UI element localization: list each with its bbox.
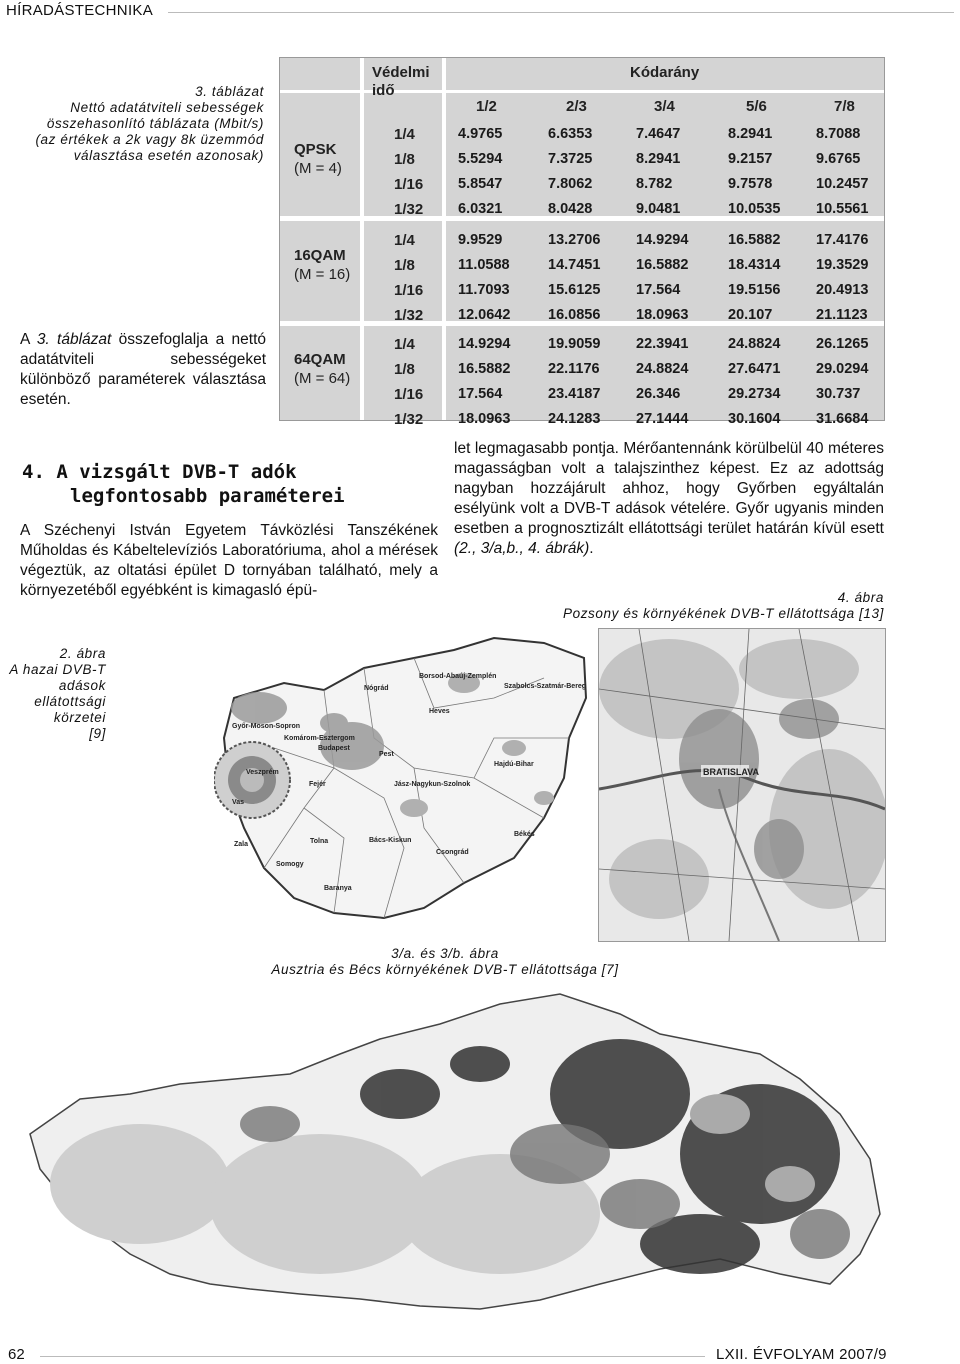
region-label: Fejér (309, 781, 326, 788)
table-cell: 20.107 (728, 307, 773, 323)
body-text-left: A Széchenyi István Egyetem Távközlési Tanszékének Műholdas és Kábeltelevíziós Laboratóriuma, ahol a mérések végeztük, az oltatási épület D tornyában található, mely a környezetéből egyébként is kimagasló épü- (20, 522, 438, 599)
table-cell: 7.4647 (636, 126, 681, 142)
region-label: Budapest (318, 745, 350, 752)
table-cell: 14.7451 (548, 257, 601, 273)
guard-interval-label: 1/8 (394, 257, 415, 274)
guard-interval-label: 1/32 (394, 307, 424, 324)
table-cell: 8.2941 (636, 151, 681, 167)
table-cell: 7.8062 (548, 176, 593, 192)
table-cell: 14.9294 (636, 232, 689, 248)
table-cell: 16.5882 (728, 232, 781, 248)
table-cell: 18.0963 (636, 307, 689, 323)
table-cell: 26.346 (636, 386, 681, 402)
table-cell: 30.737 (816, 386, 861, 402)
body-text-right: let legmagasabb pontja. Mérőantennánk körülbelül 40 méteres magasságban volt a talajszinthez képest. Ez az adottság nagyban hozzájárult ahhoz, hogy Győrben egyáltalán esélyünk volt a DVB-T adások vételére. Győr ugyanis minden esetben a prognosztizált ellátottsági terület határán kívül esett (2., 3/a,b., 4. ábrák). (454, 440, 884, 557)
figure3-number: 3/a. és 3/b. ábra (391, 946, 499, 961)
table-cell: 22.1176 (548, 361, 600, 377)
region-label: Tolna (310, 838, 329, 845)
table3-caption-line: összehasonlító táblázata (Mbit/s) (46, 116, 264, 131)
footer-rule (40, 1356, 705, 1357)
table-cell: 17.564 (458, 386, 503, 402)
region-label: Vas (232, 799, 245, 806)
figure2-caption-line: körzetei (53, 710, 106, 725)
table-cell: 5.5294 (458, 151, 503, 167)
table-cell: 10.0535 (728, 201, 781, 217)
region-label: Békés (514, 831, 535, 838)
page-number: 62 (8, 1346, 25, 1363)
volume-info: LXII. ÉVFOLYAM 2007/9 (716, 1346, 887, 1363)
region-label: Jász-Nagykun-Szolnok (394, 781, 471, 788)
table-cell: 9.7578 (728, 176, 773, 192)
region-label: Bács-Kiskun (369, 837, 412, 844)
table-cell: 31.6684 (816, 411, 869, 427)
region-label: Csongrád (436, 849, 469, 856)
region-label: Baranya (324, 885, 352, 892)
table-cell: 12.0642 (458, 307, 511, 323)
table-cell: 30.1604 (728, 411, 781, 427)
modulation-label: QPSK (M = 4) (294, 141, 342, 177)
figure2-caption-line: ellátottsági (34, 694, 106, 709)
running-title: HÍRADÁSTECHNIKA (6, 2, 154, 19)
figure2-caption-line: [9] (89, 726, 106, 741)
table-cell: 16.5882 (458, 361, 511, 377)
table-cell: 5.8547 (458, 176, 503, 192)
region-label: Veszprém (246, 769, 279, 776)
code-rate-header: Kódarány (630, 64, 700, 81)
table-cell: 15.6125 (548, 282, 601, 298)
table-cell: 22.3941 (636, 336, 689, 352)
table-cell: 8.2941 (728, 126, 773, 142)
header-rule (168, 12, 954, 13)
table-cell: 11.0588 (458, 257, 510, 273)
figure4-caption (454, 590, 884, 622)
region-label: Szabolcs-Szatmár-Bereg (504, 683, 587, 690)
table-cell: 9.0481 (636, 201, 681, 217)
region-label: Heves (429, 708, 450, 715)
region-label: Somogy (276, 861, 304, 868)
table-cell: 6.6353 (548, 126, 593, 142)
table-cell: 29.0294 (816, 361, 869, 377)
table-cell: 13.2706 (548, 232, 601, 248)
code-rate-label: 7/8 (834, 98, 855, 115)
table-cell: 19.5156 (728, 282, 781, 298)
modulation-label: 16QAM (M = 16) (294, 247, 351, 283)
table-cell: 21.1123 (816, 307, 868, 323)
figure3-caption (150, 946, 740, 978)
region-label: Borsod-Abaúj-Zemplén (419, 673, 497, 680)
figure2-caption-line: 2. ábra (59, 646, 106, 661)
guard-interval-label: 1/16 (394, 282, 424, 299)
table-cell: 20.4913 (816, 282, 869, 298)
map-city-label: BRATISLAVA (703, 767, 759, 777)
table-cell: 16.5882 (636, 257, 689, 273)
figure4-number: 4. ábra (837, 590, 884, 605)
table3-caption (0, 84, 264, 164)
guard-interval-label: 1/4 (394, 126, 415, 143)
table-cell: 19.9059 (548, 336, 601, 352)
table-cell: 29.2734 (728, 386, 781, 402)
code-rate-label: 2/3 (566, 98, 587, 115)
code-rate-label: 3/4 (654, 98, 675, 115)
guard-interval-label: 1/32 (394, 411, 424, 428)
table-cell: 16.0856 (548, 307, 601, 323)
table-cell: 27.6471 (728, 361, 781, 377)
code-rate-label: 5/6 (746, 98, 767, 115)
table-cell: 9.9529 (458, 232, 503, 248)
table-cell: 17.4176 (816, 232, 869, 248)
table-cell: 24.8824 (728, 336, 781, 352)
region-label: Nógrád (364, 685, 389, 692)
region-label: Zala (234, 841, 249, 848)
hungary-coverage-map (214, 628, 594, 928)
table3-caption-line: 3. táblázat (195, 84, 264, 99)
table-cell: 8.7088 (816, 126, 861, 142)
guard-interval-label: 1/8 (394, 361, 415, 378)
region-label: Hajdú-Bihar (494, 761, 534, 768)
table3-caption-line: Nettó adatátviteli sebességek (70, 100, 264, 115)
table-cell: 17.564 (636, 282, 681, 298)
table-cell: 4.9765 (458, 126, 503, 142)
section-heading: 4. A vizsgált DVB-T adók legfontosabb paraméterei (22, 461, 345, 507)
table-cell: 11.7093 (458, 282, 510, 298)
guard-interval-header: Védelmi idő (372, 64, 430, 99)
table-cell: 23.4187 (548, 386, 601, 402)
table-cell: 27.1444 (636, 411, 689, 427)
table-cell: 24.8824 (636, 361, 689, 377)
table-cell: 8.782 (636, 176, 673, 192)
table-cell: 8.0428 (548, 201, 593, 217)
table-reference: 3. táblázat (36, 331, 112, 348)
table-cell: 7.3725 (548, 151, 593, 167)
table-cell: 10.2457 (816, 176, 869, 192)
table-cell: 18.0963 (458, 411, 511, 427)
figure2-caption (0, 646, 106, 742)
guard-interval-label: 1/16 (394, 176, 424, 193)
table-cell: 9.6765 (816, 151, 861, 167)
figure3-title: Ausztria és Bécs környékének DVB-T ellátottsága [7] (271, 962, 619, 977)
region-label: Komárom-Esztergom (284, 735, 355, 742)
table-cell: 18.4314 (728, 257, 781, 273)
table-cell: 26.1265 (816, 336, 869, 352)
region-label: Győr-Moson-Sopron (232, 723, 301, 730)
code-rate-label: 1/2 (476, 98, 497, 115)
table-cell: 6.0321 (458, 201, 503, 217)
figure-references: (2., 3/a,b., 4. ábrák) (454, 540, 590, 557)
data-rate-table (279, 57, 885, 428)
region-label: Pest (379, 751, 394, 758)
table3-caption-line: (az értékek a 2k vagy 8k üzemmód (35, 132, 264, 147)
bratislava-coverage-map (598, 628, 886, 942)
modulation-label: 64QAM (M = 64) (294, 351, 351, 387)
guard-interval-label: 1/4 (394, 336, 415, 353)
guard-interval-label: 1/8 (394, 151, 415, 168)
figure2-caption-line: A hazai DVB-T (9, 662, 106, 677)
table-cell: 14.9294 (458, 336, 511, 352)
figure4-title: Pozsony és környékének DVB-T ellátottsága [13] (562, 606, 884, 621)
austria-coverage-map (20, 984, 884, 1320)
table-cell: 24.1283 (548, 411, 601, 427)
intro-paragraph: A 3. táblázat összefoglalja a nettó adatátviteli sebességeket különböző paraméterek választása esetén. (20, 331, 266, 408)
table3-caption-line: választása esetén azonosak) (73, 148, 264, 163)
table-cell: 9.2157 (728, 151, 773, 167)
guard-interval-label: 1/4 (394, 232, 415, 249)
table-cell: 10.5561 (816, 201, 869, 217)
guard-interval-label: 1/16 (394, 386, 424, 403)
figure2-caption-line: adások (58, 678, 106, 693)
table-cell: 19.3529 (816, 257, 869, 273)
guard-interval-label: 1/32 (394, 201, 424, 218)
